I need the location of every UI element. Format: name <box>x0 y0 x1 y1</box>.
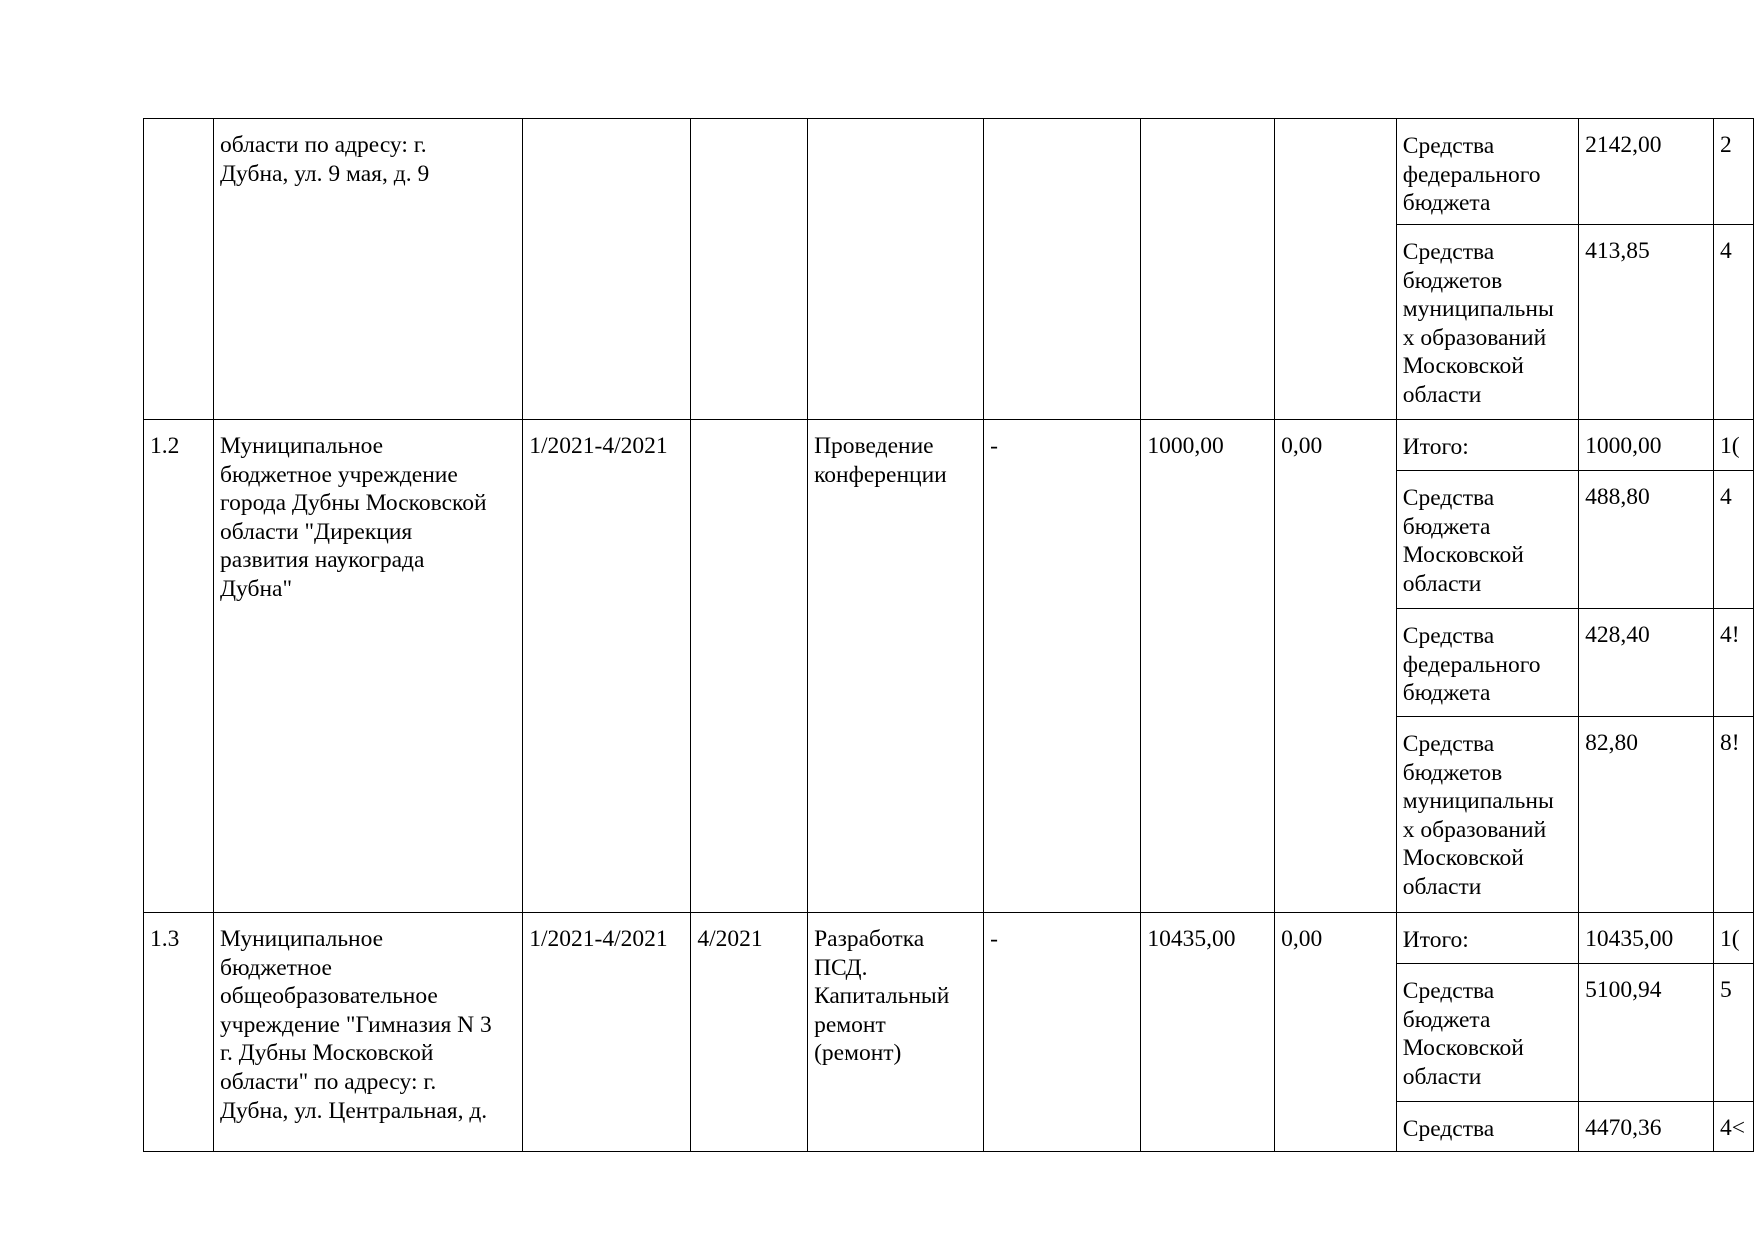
object-name-cell: области по адресу: г. Дубна, ул. 9 мая, д. 9 <box>214 119 523 420</box>
clipped-amount-cell: 2 <box>1713 119 1753 225</box>
financing-table <box>143 118 1754 1152</box>
table-row <box>144 420 1754 471</box>
funding-source-cell: Средства федерального бюджета <box>1396 609 1578 717</box>
finish-date-cell <box>691 420 808 913</box>
table-row <box>144 119 1754 225</box>
amount-cell: 10435,00 <box>1579 913 1714 964</box>
clipped-amount-cell: 1( <box>1713 420 1753 471</box>
amount-cell: 2142,00 <box>1579 119 1714 225</box>
amount-cell: 4470,36 <box>1579 1102 1714 1152</box>
cost-cell: 1000,00 <box>1141 420 1275 913</box>
cost-cell: 10435,00 <box>1141 913 1275 1152</box>
row-number-cell <box>144 119 214 420</box>
work-type-cell: Проведение конференции <box>808 420 984 913</box>
clipped-amount-cell: 5 <box>1713 964 1753 1102</box>
work-type-cell: Разработка ПСД. Капитальный ремонт (ремонт) <box>808 913 984 1152</box>
amount-cell: 488,80 <box>1579 471 1714 609</box>
clipped-amount-cell: 1( <box>1713 913 1753 964</box>
object-name-cell: Муниципальное бюджетное общеобразовательное учреждение "Гимназия N 3 г. Дубны Московской области" по адресу: г. Дубна, ул. Центральная, д. <box>214 913 523 1152</box>
funding-source-cell: Итого: <box>1396 420 1578 471</box>
funding-source-cell: Итого: <box>1396 913 1578 964</box>
cost-cell <box>1141 119 1275 420</box>
financed-cell: 0,00 <box>1275 913 1397 1152</box>
funding-source-cell: Средства бюджетов муниципальны х образований Московской области <box>1396 717 1578 913</box>
clipped-amount-cell: 4 <box>1713 225 1753 420</box>
capacity-cell: - <box>984 913 1141 1152</box>
period-cell: 1/2021-4/2021 <box>523 420 691 913</box>
capacity-cell <box>984 119 1141 420</box>
work-type-cell <box>808 119 984 420</box>
amount-cell: 1000,00 <box>1579 420 1714 471</box>
funding-source-cell: Средства федерального бюджета <box>1396 119 1578 225</box>
financed-cell <box>1275 119 1397 420</box>
table-row <box>144 913 1754 964</box>
period-cell: 1/2021-4/2021 <box>523 913 691 1152</box>
amount-cell: 82,80 <box>1579 717 1714 913</box>
object-name-cell: Муниципальное бюджетное учреждение города Дубны Московской области "Дирекция развития наукограда Дубна" <box>214 420 523 913</box>
funding-source-cell: Средства <box>1396 1102 1578 1152</box>
clipped-amount-cell: 4! <box>1713 609 1753 717</box>
funding-source-cell: Средства бюджета Московской области <box>1396 471 1578 609</box>
row-number-cell: 1.2 <box>144 420 214 913</box>
clipped-amount-cell: 4 <box>1713 471 1753 609</box>
clipped-amount-cell: 8! <box>1713 717 1753 913</box>
amount-cell: 5100,94 <box>1579 964 1714 1102</box>
financed-cell: 0,00 <box>1275 420 1397 913</box>
finish-date-cell: 4/2021 <box>691 913 808 1152</box>
funding-source-cell: Средства бюджетов муниципальны х образований Московской области <box>1396 225 1578 420</box>
period-cell <box>523 119 691 420</box>
amount-cell: 413,85 <box>1579 225 1714 420</box>
clipped-amount-cell: 4< <box>1713 1102 1753 1152</box>
capacity-cell: - <box>984 420 1141 913</box>
finish-date-cell <box>691 119 808 420</box>
funding-source-cell: Средства бюджета Московской области <box>1396 964 1578 1102</box>
row-number-cell: 1.3 <box>144 913 214 1152</box>
amount-cell: 428,40 <box>1579 609 1714 717</box>
